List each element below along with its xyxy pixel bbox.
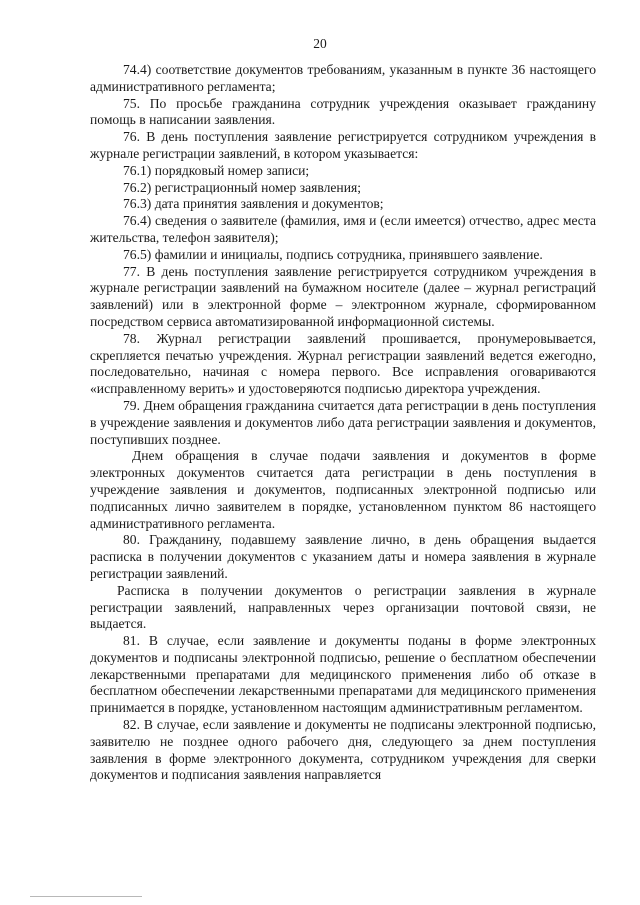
paragraph-76-5: 76.5) фамилии и инициалы, подпись сотрудника, принявшего заявление. bbox=[123, 246, 543, 262]
paragraph-80: 80. Гражданину, подавшему заявление лично, в день обращения выдается расписка в получении документов с указанием даты и номера заявления в журнале регистрации заявлений. bbox=[90, 532, 596, 581]
paragraph-76-2: 76.2) регистрационный номер заявления; bbox=[123, 179, 362, 195]
paragraph-76: 76. В день поступления заявление регистрируется сотрудником учреждения в журнале регистрации заявлений, в котором указывается: bbox=[90, 129, 596, 161]
paragraph-79-electronic: Днем обращения в случае подачи заявления и документов в форме электронных документов считается дата регистрации в день поступления в учреждение заявления и документов, подписанных электронной подписью или подписанных лично заявителем в порядке, установленном пунктом 86 настоящего административного регламента. bbox=[90, 448, 596, 531]
paragraph-80-postal: Расписка в получении документов о регистрации заявления в журнале регистрации заявлений, направленных через организации почтовой связи, не выдается. bbox=[90, 582, 596, 632]
paragraph-77: 77. В день поступления заявление регистрируется сотрудником учреждения в журнале регистрации заявлений на бумажном носителе (далее – журнал регистраций заявлений) или в электронной форме – электронном журнале, сформированном посредством сервиса автоматизированной информационной системы. bbox=[90, 263, 596, 329]
footer-divider bbox=[30, 896, 142, 897]
page-number: 20 bbox=[313, 36, 327, 51]
paragraph-75: 75. По просьбе гражданина сотрудник учреждения оказывает гражданину помощь в написании заявления. bbox=[90, 95, 596, 128]
paragraph-76-4: 76.4) сведения о заявителе (фамилия, имя и (если имеется) отчество, адрес места жительства, телефон заявителя); bbox=[90, 213, 596, 245]
document-body bbox=[90, 62, 596, 784]
paragraph-76-1: 76.1) порядковый номер записи; bbox=[123, 162, 310, 178]
paragraph-82: 82. В случае, если заявление и документы не подписаны электронной подписью, заявителю не позднее одного рабочего дня, следующего за днем поступления заявления в форме электронного документа, сотрудником учреждения для сверки документов и подписания заявления направляется bbox=[90, 717, 596, 783]
paragraph-74-4: 74.4) соответствие документов требованиям, указанным в пункте 36 настоящего административного регламента; bbox=[90, 62, 596, 94]
paragraph-78: 78. Журнал регистрации заявлений прошивается, пронумеровывается, скрепляется печатью учреждения. Журнал регистрации заявлений ведется ежегодно, последовательно, начиная с номера первого. Все исправления оговариваются «исправленному верить» и удостоверяются подписью директора учреждения. bbox=[90, 330, 596, 397]
paragraph-81: 81. В случае, если заявление и документы поданы в форме электронных документов и подписаны электронной подписью, решение о бесплатном обеспечении лекарственными препаратами для медицинского применения либо об отказе в бесплатном обеспечении лекарственными препаратами для медицинского применения принимается в порядке, установленном настоящим административным регламентом. bbox=[90, 633, 596, 716]
paragraph-76-3: 76.3) дата принятия заявления и документов; bbox=[123, 196, 384, 212]
paragraph-79: 79. Днем обращения гражданина считается дата регистрации в день поступления в учреждение заявления и документов либо дата регистрации заявления и документов, поступивших позднее. bbox=[90, 397, 596, 447]
